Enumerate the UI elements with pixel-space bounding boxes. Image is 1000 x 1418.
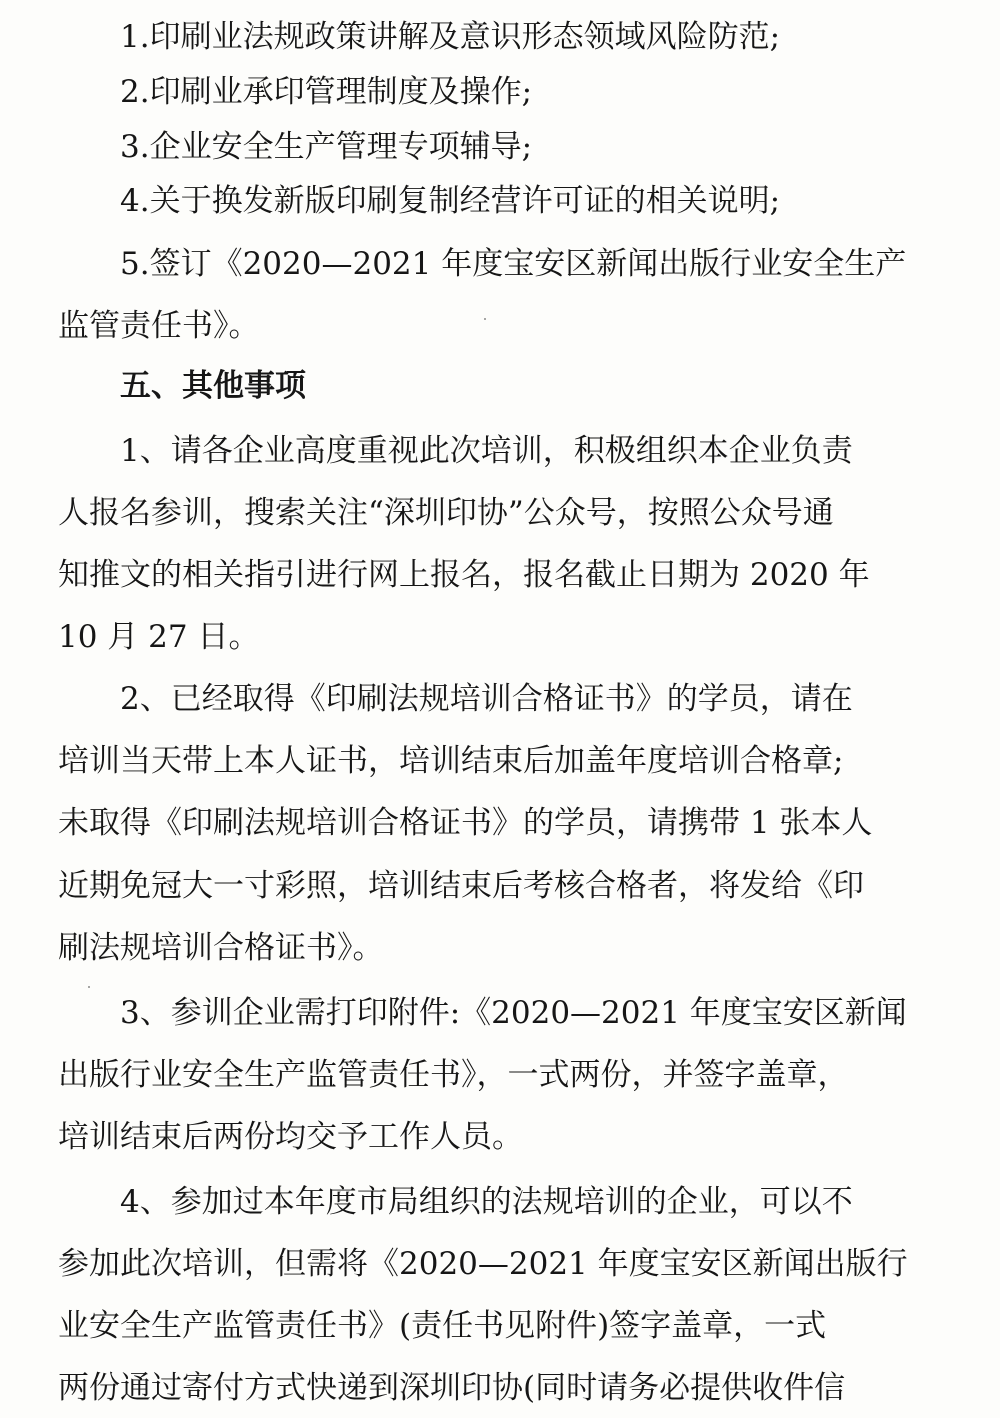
matter-4-line-3: 业安全生产监管责任书》(责任书见附件)签字盖章，一式	[58, 1308, 827, 1344]
matter-2-line-3: 未取得《印刷法规培训合格证书》的学员，请携带 1 张本人	[58, 805, 873, 841]
matter-2-line-2: 培训当天带上本人证书，培训结束后加盖年度培训合格章;	[58, 743, 844, 779]
matter-2-line-4: 近期免冠大一寸彩照，培训结束后考核合格者，将发给《印	[58, 868, 864, 904]
matter-2-line-5: 刷法规培训合格证书》。	[58, 930, 384, 966]
agenda-item-2: 2.印刷业承印管理制度及操作;	[120, 74, 533, 110]
matter-3-line-3: 培训结束后两份均交予工作人员。	[58, 1119, 523, 1155]
matter-1-line-4: 10 月 27 日。	[58, 619, 260, 655]
matter-1-line-1: 1、请各企业高度重视此次培训，积极组织本企业负责	[120, 433, 853, 469]
agenda-item-4: 4.关于换发新版印刷复制经营许可证的相关说明;	[120, 183, 781, 219]
agenda-item-5-line-1: 5.签订《2020—2021 年度宝安区新闻出版行业安全生产	[120, 246, 907, 282]
agenda-item-5-line-2: 监管责任书》。	[58, 308, 260, 344]
matter-1-line-3: 知推文的相关指引进行网上报名，报名截止日期为 2020 年	[58, 557, 870, 593]
matter-1-line-2: 人报名参训，搜索关注“深圳印协”公众号，按照公众号通	[58, 495, 834, 531]
matter-2-line-1: 2、已经取得《印刷法规培训合格证书》的学员，请在	[120, 681, 853, 717]
scan-speck	[88, 986, 90, 988]
matter-4-line-2: 参加此次培训，但需将《2020—2021 年度宝安区新闻出版行	[58, 1246, 908, 1282]
agenda-item-1: 1.印刷业法规政策讲解及意识形态领域风险防范;	[120, 19, 781, 55]
matter-4-line-1: 4、参加过本年度市局组织的法规培训的企业，可以不	[120, 1184, 853, 1220]
section-heading-other-matters: 五、其他事项	[120, 368, 306, 404]
matter-3-line-1: 3、参训企业需打印附件:《2020—2021 年度宝安区新闻	[120, 995, 907, 1031]
agenda-item-3: 3.企业安全生产管理专项辅导;	[120, 129, 533, 165]
matter-3-line-2: 出版行业安全生产监管责任书》，一式两份，并签字盖章，	[58, 1057, 849, 1093]
matter-4-line-4: 两份通过寄付方式快递到深圳印协(同时请务必提供收件信	[58, 1370, 846, 1406]
scan-speck	[484, 318, 486, 320]
